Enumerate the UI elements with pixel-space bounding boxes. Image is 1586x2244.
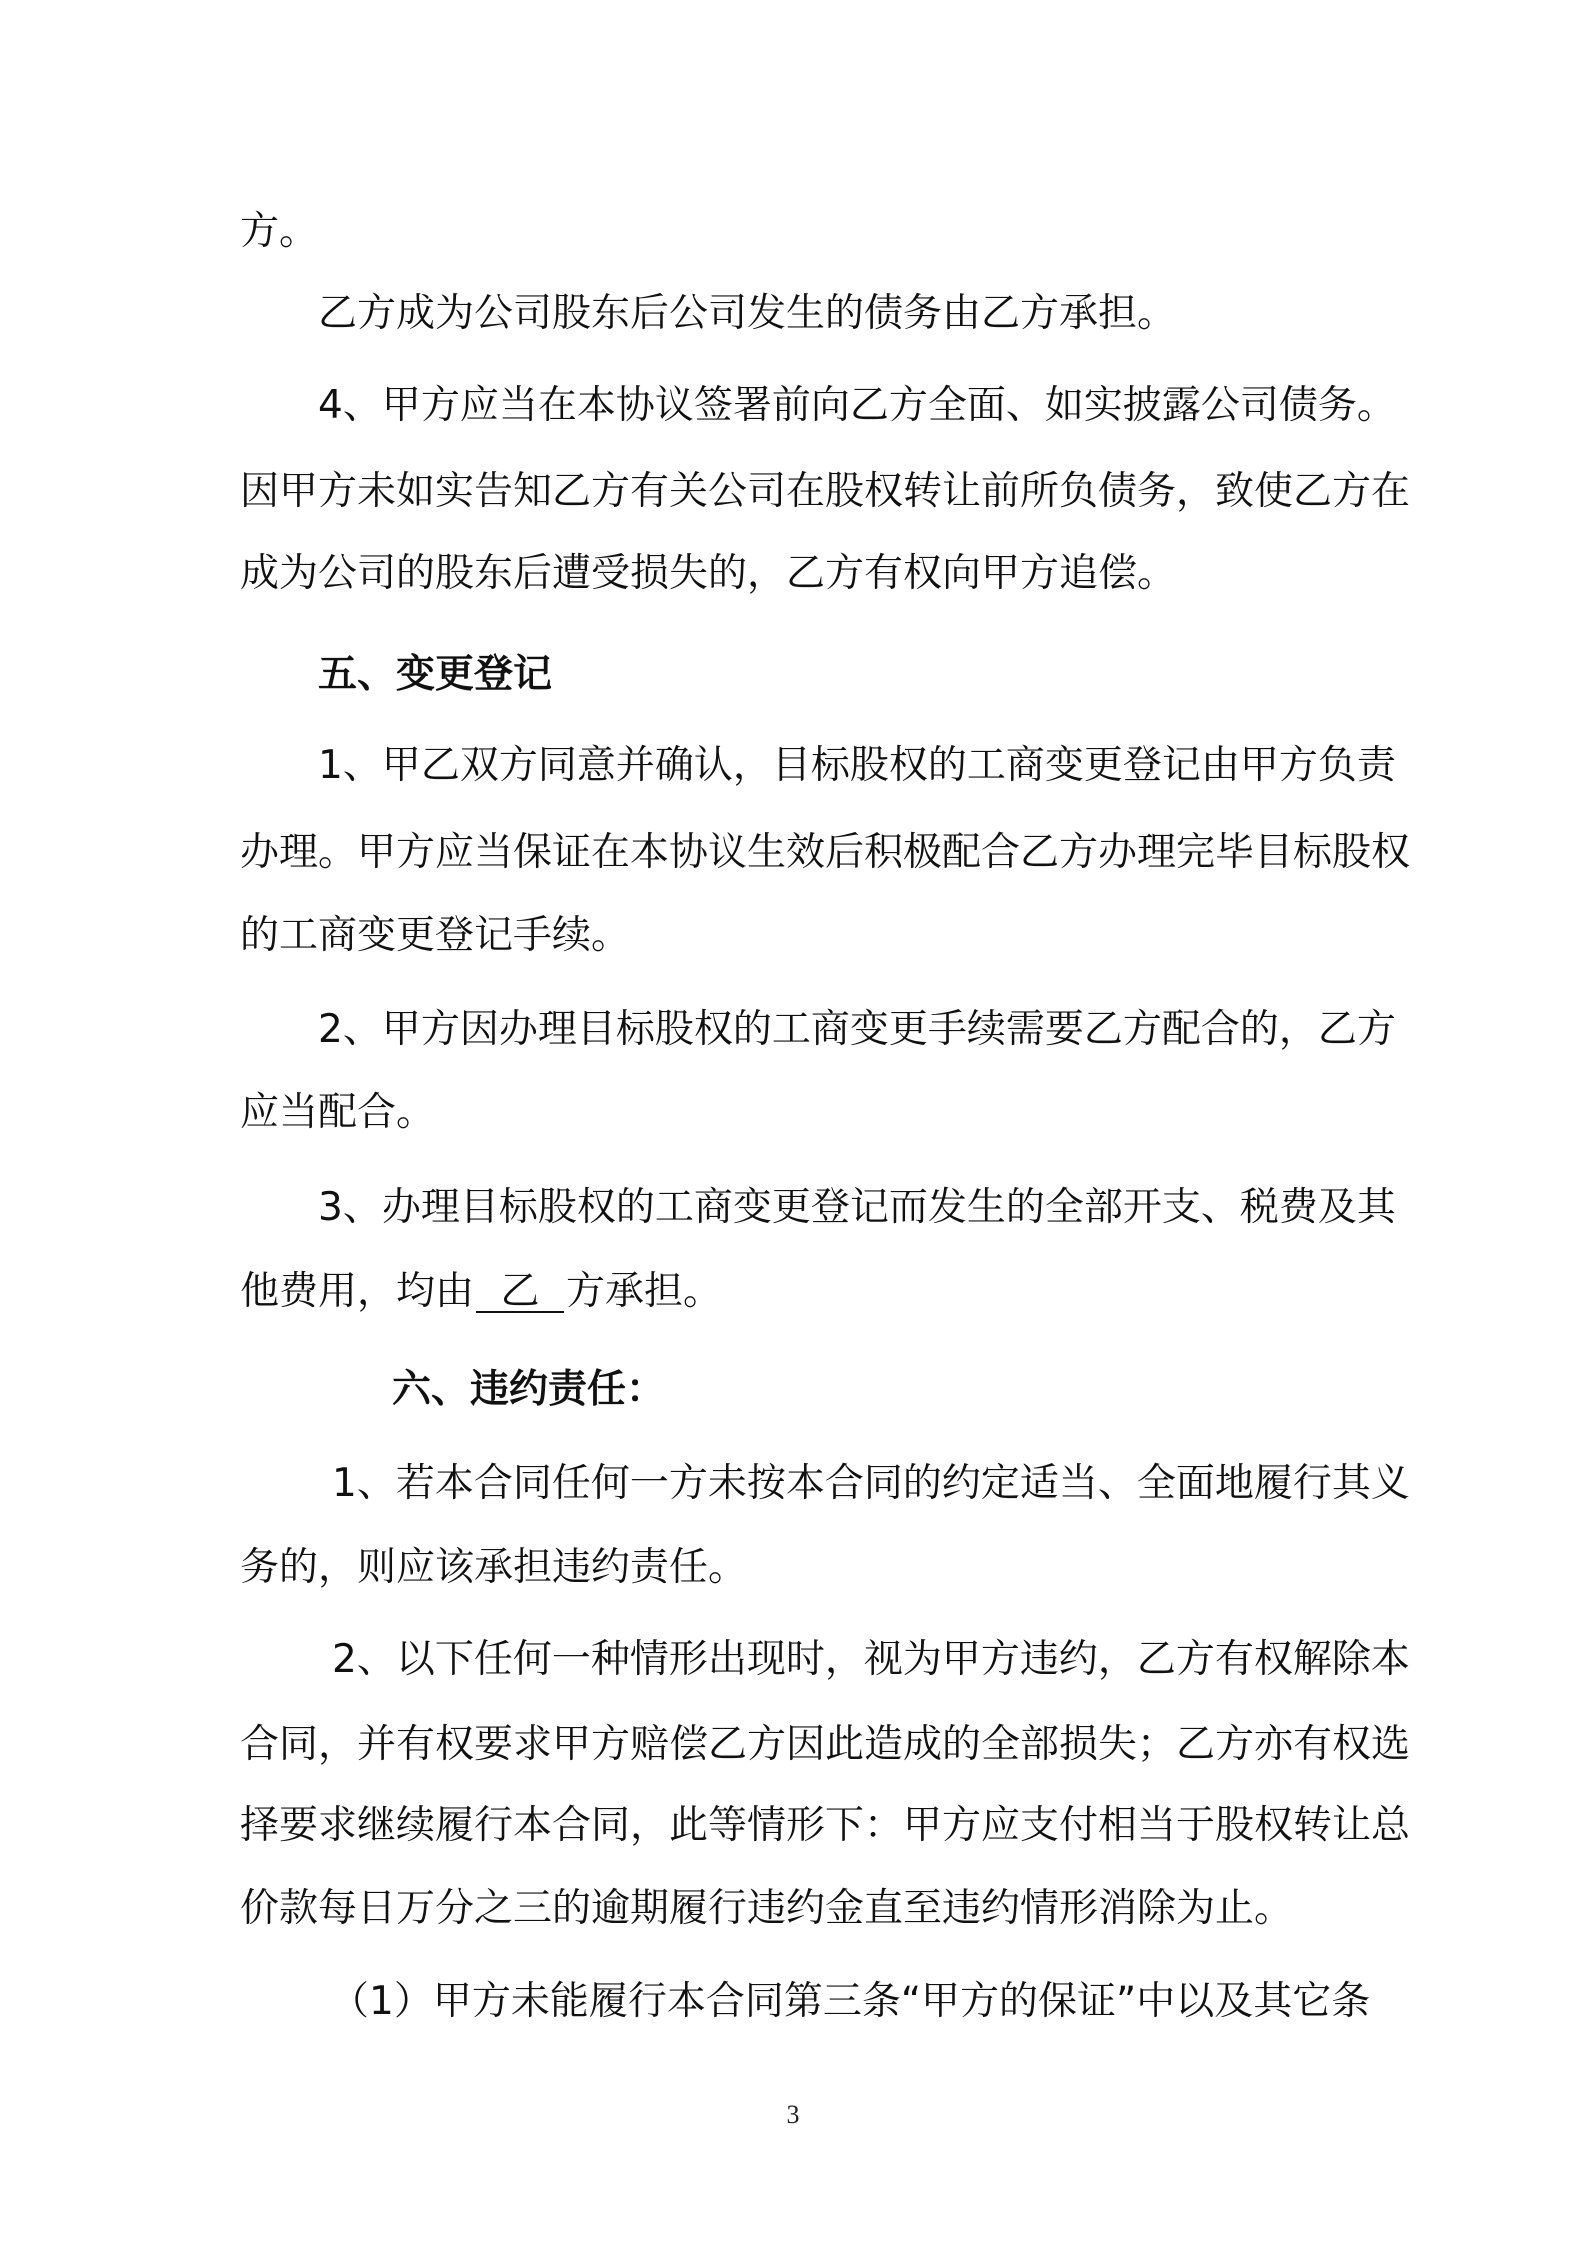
paragraph-line: 3、办理目标股权的工商变更登记而发生的全部开支、税费及其	[318, 1185, 1396, 1230]
paragraph-line: （1）甲方未能履行本合同第三条“甲方的保证”中以及其它条	[330, 1979, 1371, 2024]
paragraph-line: 4、甲方应当在本协议签署前向乙方全面、如实披露公司债务。	[318, 383, 1396, 428]
paragraph-line: 因甲方未如实告知乙方有关公司在股权转让前所负债务，致使乙方在	[240, 469, 1411, 514]
fee-bearer-blank: 乙	[476, 1272, 564, 1313]
fee-bearer-line	[240, 1269, 723, 1314]
paragraph-line: 1、若本合同任何一方未按本合同的约定适当、全面地履行其义	[332, 1461, 1410, 1506]
paragraph-line: 择要求继续履行本合同，此等情形下：甲方应支付相当于股权转让总	[240, 1803, 1411, 1848]
paragraph-line: 的工商变更登记手续。	[240, 913, 631, 958]
paragraph-line: 价款每日万分之三的逾期履行违约金直至违约情形消除为止。	[240, 1886, 1294, 1931]
paragraph-line: 2、甲方因办理目标股权的工商变更手续需要乙方配合的，乙方	[318, 1007, 1396, 1052]
section-heading-breach-liability: 六、违约责任：	[392, 1367, 666, 1412]
paragraph-line: 成为公司的股东后遭受损失的，乙方有权向甲方追偿。	[240, 551, 1177, 596]
paragraph-line: 应当配合。	[240, 1090, 436, 1135]
paragraph-line: 务的，则应该承担违约责任。	[240, 1545, 748, 1590]
paragraph-line: 办理。甲方应当保证在本协议生效后积极配合乙方办理完毕目标股权	[240, 830, 1411, 875]
page-number: 3	[786, 2100, 800, 2129]
fee-line-suffix: 方承担。	[566, 1269, 723, 1314]
paragraph-line: 1、甲乙双方同意并确认，目标股权的工商变更登记由甲方负责	[318, 743, 1396, 788]
paragraph-line: 乙方成为公司股东后公司发生的债务由乙方承担。	[318, 291, 1177, 336]
paragraph-line: 合同，并有权要求甲方赔偿乙方因此造成的全部损失；乙方亦有权选	[240, 1722, 1411, 1767]
fee-line-prefix: 他费用，均由	[240, 1269, 475, 1314]
section-heading-change-registration: 五、变更登记	[318, 652, 553, 697]
paragraph-line: 2、以下任何一种情形出现时，视为甲方违约，乙方有权解除本	[332, 1637, 1410, 1682]
paragraph-line: 方。	[240, 209, 319, 254]
